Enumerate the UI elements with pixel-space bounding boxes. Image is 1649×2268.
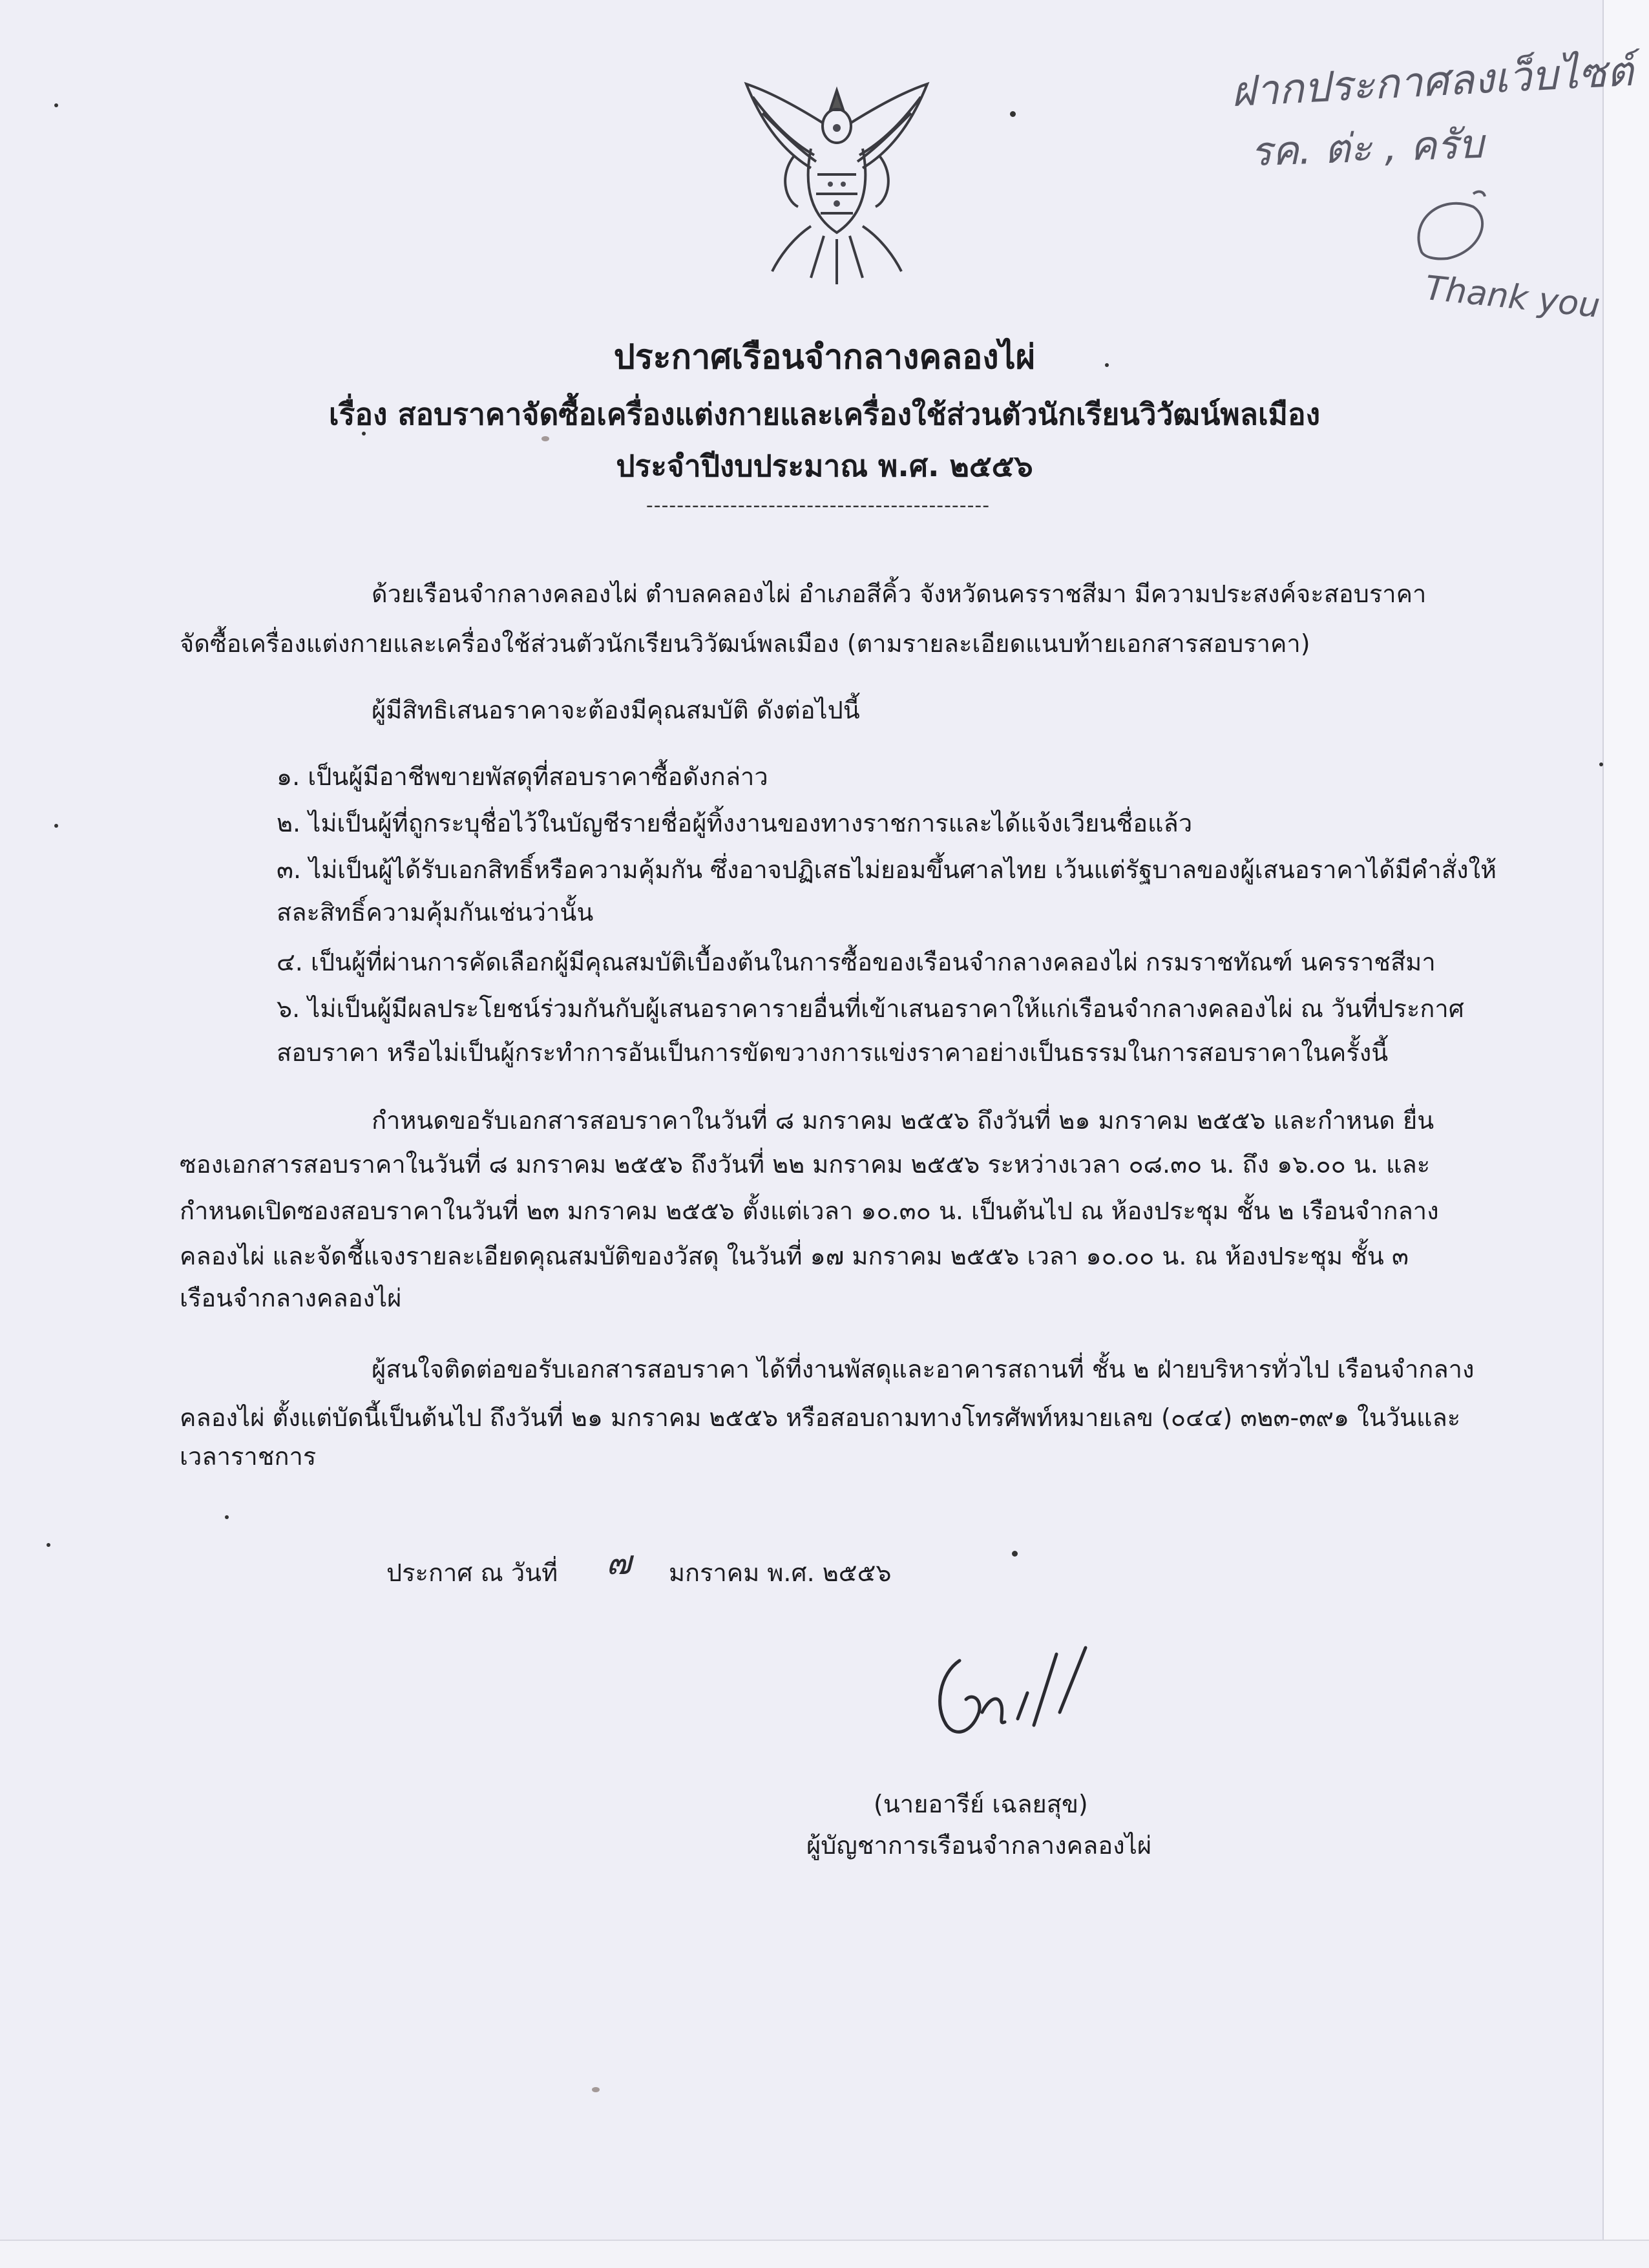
- qualification-item: ๒. ไม่เป็นผู้ที่ถูกระบุชื่อไว้ในบัญชีรายชื่อผู้ทิ้งงานของทางราชการและได้แจ้งเวียนชื่อแล้ว: [277, 809, 1193, 837]
- scan-speck: [47, 1543, 50, 1547]
- scan-speck: [362, 432, 366, 436]
- intro-line: จัดซื้อเครื่องแต่งกายและเครื่องใช้ส่วนตัวนักเรียนวิวัฒน์พลเมือง (ตามรายละเอียดแนบท้ายเอกสารสอบราคา): [180, 629, 1310, 658]
- scan-speck: [54, 824, 58, 828]
- scan-speck: [541, 436, 549, 441]
- divider: ---------------------------------------------: [646, 494, 991, 517]
- fiscal-year: ประจำปีงบประมาณ พ.ศ. ๒๕๕๖: [616, 448, 1033, 483]
- qualification-item: ๔. เป็นผู้ที่ผ่านการคัดเลือกผู้มีคุณสมบัติเบื้องต้นในการซื้อของเรือนจำกลางคลองไผ่ กรมราชทัณฑ์ นครราชสีมา: [277, 948, 1436, 976]
- intro-line: ด้วยเรือนจำกลางคลองไผ่ ตำบลคลองไผ่ อำเภอสีคิ้ว จังหวัดนครราชสีมา มีความประสงค์จะสอบราคา: [372, 580, 1427, 608]
- qualification-item: สอบราคา หรือไม่เป็นผู้กระทำการอันเป็นการขัดขวางการแข่งราคาอย่างเป็นธรรมในการสอบราคาในครั้งนี้: [277, 1038, 1389, 1067]
- announce-prefix: ประกาศ ณ วันที่: [386, 1559, 558, 1587]
- signature-icon: [921, 1635, 1108, 1764]
- scan-speck: [225, 1515, 229, 1519]
- garuda-emblem-icon: [733, 78, 940, 291]
- scan-speck: [1105, 363, 1109, 367]
- signer-name: (นายอารีย์ เฉลยสุข): [874, 1790, 1088, 1818]
- qualification-item: สละสิทธิ์ความคุ้มกันเช่นว่านั้น: [277, 898, 594, 927]
- scan-speck: [592, 2087, 600, 2092]
- announce-suffix: มกราคม พ.ศ. ๒๕๕๖: [669, 1559, 892, 1587]
- scan-speck: [1010, 111, 1016, 117]
- signer-title: ผู้บัญชาการเรือนจำกลางคลองไผ่: [806, 1831, 1152, 1860]
- handwritten-note: Thank you: [1423, 268, 1602, 326]
- handwritten-note: ฝากประกาศลงเว็บไซต์: [1230, 47, 1635, 117]
- schedule-line: เรือนจำกลางคลองไผ่: [180, 1284, 402, 1312]
- contact-line: คลองไผ่ ตั้งแต่บัดนี้เป็นต้นไป ถึงวันที่ ๒๑ มกราคม ๒๕๕๖ หรือสอบถามทางโทรศัพท์หมายเลข (๐๔๔) ๓๒๓-๓๙๑ ในวันและ: [180, 1403, 1461, 1432]
- schedule-line: กำหนดเปิดซองสอบราคาในวันที่ ๒๓ มกราคม ๒๕๕๖ ตั้งแต่เวลา ๑๐.๓๐ น. เป็นต้นไป ณ ห้องประชุม ชั้น ๒ เรือนจำกลาง: [180, 1197, 1439, 1225]
- document-subject: เรื่อง สอบราคาจัดซื้อเครื่องแต่งกายและเครื่องใช้ส่วนตัวนักเรียนวิวัฒน์พลเมือง: [328, 397, 1321, 432]
- qualification-item: ๑. เป็นผู้มีอาชีพขายพัสดุที่สอบราคาซื้อดังกล่าว: [277, 762, 768, 791]
- page-bottom-edge: [0, 2240, 1649, 2268]
- handwritten-initial-icon: [1402, 181, 1499, 278]
- announce-day-handwritten: ๗: [606, 1544, 632, 1582]
- handwritten-note: รค. ต่ะ , ครับ: [1249, 120, 1485, 176]
- qualification-item: ๓. ไม่เป็นผู้ได้รับเอกสิทธิ์หรือความคุ้มกัน ซึ่งอาจปฏิเสธไม่ยอมขึ้นศาลไทย เว้นแต่รัฐบาลของผู้เสนอราคาได้มีคำสั่งให้: [277, 856, 1497, 884]
- schedule-line: คลองไผ่ และจัดชี้แจงรายละเอียดคุณสมบัติของวัสดุ ในวันที่ ๑๗ มกราคม ๒๕๕๖ เวลา ๑๐.๐๐ น. ณ ห้องประชุม ชั้น ๓: [180, 1242, 1409, 1270]
- qualification-item: ๖. ไม่เป็นผู้มีผลประโยชน์ร่วมกันกับผู้เสนอราคารายอื่นที่เข้าเสนอราคาให้แก่เรือนจำกลางคลองไผ่ ณ วันที่ประกาศ: [277, 994, 1464, 1023]
- contact-line: ผู้สนใจติดต่อขอรับเอกสารสอบราคา ได้ที่งานพัสดุและอาคารสถานที่ ชั้น ๒ ฝ่ายบริหารทั่วไป เรือนจำกลาง: [372, 1355, 1475, 1383]
- scan-speck: [1012, 1551, 1018, 1557]
- document-title: ประกาศเรือนจำกลางคลองไผ่: [613, 338, 1036, 377]
- contact-line: เวลาราชการ: [180, 1442, 317, 1471]
- scan-speck: [54, 103, 58, 107]
- qualifications-heading: ผู้มีสิทธิเสนอราคาจะต้องมีคุณสมบัติ ดังต่อไปนี้: [372, 696, 860, 724]
- scan-speck: [1599, 762, 1603, 766]
- schedule-line: กำหนดขอรับเอกสารสอบราคาในวันที่ ๘ มกราคม ๒๕๕๖ ถึงวันที่ ๒๑ มกราคม ๒๕๕๖ และกำหนด ยื่น: [372, 1106, 1434, 1135]
- schedule-line: ซองเอกสารสอบราคาในวันที่ ๘ มกราคม ๒๕๕๖ ถึงวันที่ ๒๒ มกราคม ๒๕๕๖ ระหว่างเวลา ๐๘.๓๐ น. ถึง ๑๖.๐๐ น. และ: [180, 1150, 1431, 1179]
